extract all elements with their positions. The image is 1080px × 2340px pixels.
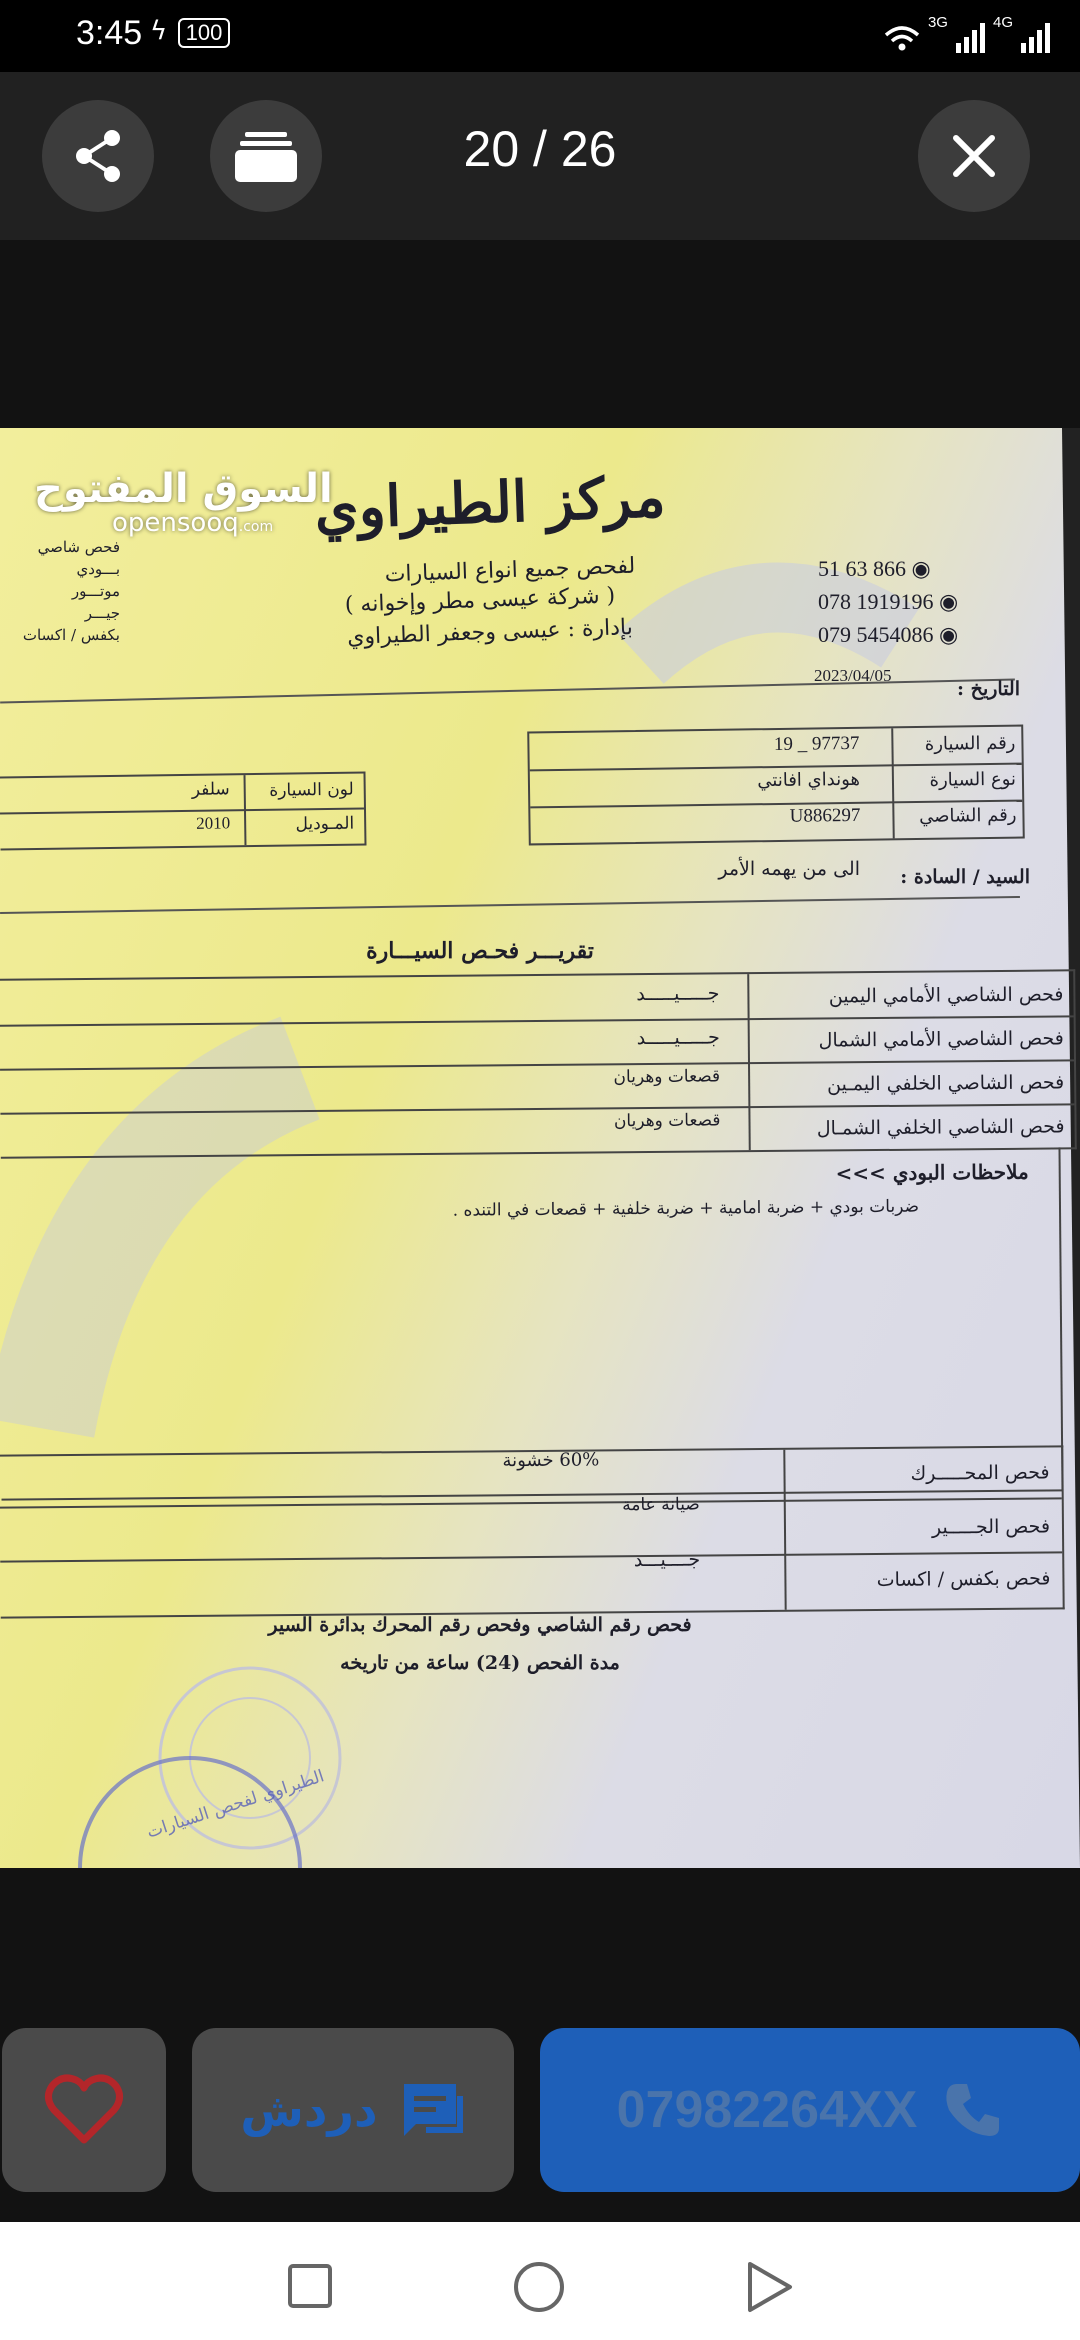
close-icon [946,128,1002,184]
addressee-value: الى من يهمه الأمر [718,858,860,880]
company-name: ( شركة عيسى مطر وإخوانه ) [344,583,616,618]
chassis-front-left-value: جـــــيـــــد [636,1026,720,1050]
phone-2: 078 1919196 ◉ [818,589,959,614]
inspection-report-photo[interactable] [0,428,1080,1868]
service-item: بكفس / اكسات [22,626,120,644]
engine-check-value: 60% خشونة [502,1449,600,1472]
footer-note-1: فحص رقم الشاصي وفحص رقم المحرك بدائرة السير [268,1614,692,1636]
model-label: المـوديل [295,813,355,835]
management: بإدارة : عيسى وجعفر الطيراوي [346,615,634,650]
report-date: 2023/04/05 [814,666,892,685]
home-icon[interactable] [512,2260,566,2314]
body-notes-label: ملاحظات البودي >>> [835,1159,1029,1186]
call-button[interactable] [540,2028,1080,2192]
charging-icon: ϟ [150,16,168,46]
chassis-front-right-value: جـــــيـــــد [636,982,720,1006]
table-rule [891,728,895,838]
color-label: لون السيارة [269,779,354,801]
chassis-rear-right-label: فحص الشاصي الخلفي اليمـين [826,1071,1065,1096]
chat-button[interactable] [192,2028,514,2192]
service-item: موتـــور [71,582,120,600]
services-list [0,536,120,646]
watermark-english-text: opensooq [112,508,239,538]
addressee-label: السيد / السادة : [900,866,1030,888]
service-item: بـــودي [76,560,120,578]
car-number-label: رقم السيارة [924,732,1016,755]
stamp-text: الطيراوي لفحص السيارات [144,1766,327,1843]
image-counter: 20 / 26 [463,121,617,177]
network-label-2: 4G [992,14,1013,31]
car-info-table [527,725,1025,846]
chat-label: دردش [240,2083,378,2137]
center-name: مركز الطيراوي [313,463,667,543]
back-icon[interactable] [744,2260,796,2314]
wifi-icon [884,25,920,53]
watermark-suffix: .com [238,519,274,535]
service-item: فحص شاصي [37,538,120,556]
color-model-table [0,771,366,850]
chat-bubble-icon [400,2080,466,2140]
chassis-rear-left-label: فحص الشاصي الخلفي الشمـال [816,1115,1065,1140]
chassis-front-right-label: فحص الشاصي الأمامي اليمين [828,983,1064,1008]
recents-icon[interactable] [286,2262,334,2310]
car-type-value: هونداي افانتي [757,768,861,792]
status-icons [884,14,1050,53]
color-value: سلفر [191,779,230,800]
engine-check-label: فحص المحـــــرك [910,1461,1050,1485]
axle-check-label: فحص بكفس / اكسات [876,1567,1051,1591]
phone-icon [943,2080,1003,2140]
mechanical-check-table [0,1445,1065,1618]
center-subtitle: لفحص جميع انواع السيارات [384,553,636,588]
axle-check-value: جــــيـــد [633,1548,701,1572]
phone-3-number: 079 5454086 [818,622,934,647]
chassis-rear-right-value: قصعات وهريان [613,1066,721,1088]
viewer-toolbar [0,72,1080,240]
car-number-value: 97737 _ 19 [773,732,860,756]
watermark-arabic: السوق المفتوح [34,466,333,512]
heart-icon [44,2074,124,2146]
network-label-1: 3G [927,14,948,31]
signal-icon-2 [1021,21,1050,53]
model-value: 2010 [196,813,231,833]
status-time: 3:45 [76,14,143,52]
status-bar [0,0,1080,72]
table-rule [0,1015,1074,1026]
report-title: تقريـــر فحـص السيـــارة [366,938,594,964]
gear-check-value: صيانة عامة [622,1494,700,1516]
favorite-button[interactable] [2,2028,166,2192]
phone-1: 51 63 866 ◉ [818,556,931,581]
chassis-check-table [0,969,1077,1158]
table-rule [783,1450,786,1610]
chassis-number-label: رقم الشاصي [918,804,1017,828]
battery-icon: 100 [178,18,230,48]
phone-list [818,552,958,651]
chassis-rear-left-value: قصعات وهريان [613,1110,721,1132]
close-button[interactable] [918,100,1030,212]
chassis-number-value: U886297 [789,804,861,827]
service-item: جيـــر [84,604,120,622]
phone-number-label: 07982264XX [616,2081,918,2139]
car-type-label: نوع السيارة [929,768,1017,791]
date-label: التاريخ : [957,678,1020,700]
footer-note-2: مدة الفحص (24) ساعة من تاريخه [340,1652,620,1674]
phone-2-number: 078 1919196 [818,589,934,614]
phone-3: 079 5454086 ◉ [818,622,959,647]
gear-check-label: فحص الجـــــير [931,1515,1051,1539]
body-notes-text: ضربات بودي + ضربة امامية + ضربة خلفية + قصعات في التنده . [452,1196,920,1221]
system-navigation-bar [0,2222,1080,2340]
chassis-front-left-label: فحص الشاصي الأمامي الشمال [818,1027,1064,1052]
signal-icon-1 [956,21,985,53]
phone-1-number: 51 63 866 [818,556,906,581]
